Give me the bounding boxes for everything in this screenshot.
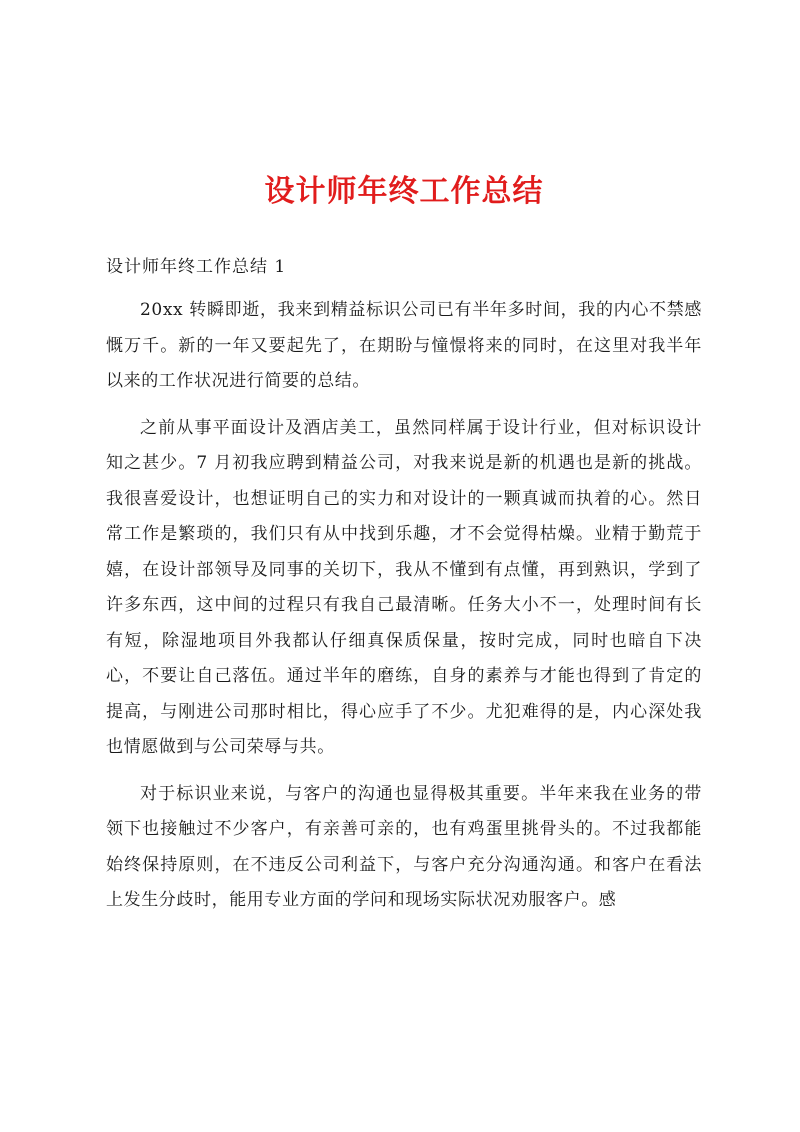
section-heading: 设计师年终工作总结 1 [106, 257, 287, 277]
paragraph-1: 20xx 转瞬即逝，我来到精益标识公司已有半年多时间，我的内心不禁感慨万千。新的一年又要起先了，在期盼与憧憬将来的同时，在这里对我半年以来的工作状况进行简要的总结。 [106, 300, 702, 391]
paragraph-2: 之前从事平面设计及酒店美工，虽然同样属于设计行业，但对标识设计知之甚少。7 月初我应聘到精益公司，对我来说是新的机遇也是新的挑战。我很喜爱设计，也想证明自己的实力和对设计的一颗真诚而执着的心。然日常工作是繁琐的，我们只有从中找到乐趣，才不会觉得枯燥。业精于勤荒于嬉，在设计部领导及同事的关切下，我从不懂到有点懂，再到熟识，学到了许多东西，这中间的过程只有我自己最清晰。任务大小不一，处理时间有长有短，除湿地项目外我都认仔细真保质保量，按时完成，同时也暗自下决心，不要让自己落伍。通过半年的磨练，自身的素养与才能也得到了肯定的提高，与刚进公司那时相比，得心应手了不少。尤犯难得的是，内心深处我也情愿做到与公司荣辱与共。 [106, 417, 702, 757]
paragraph-3: 对于标识业来说，与客户的沟通也显得极其重要。半年来我在业务的带领下也接触过不少客户，有亲善可亲的，也有鸡蛋里挑骨头的。不过我都能始终保持原则，在不违反公司利益下，与客户充分沟通沟通。和客户在看法上发生分歧时，能用专业方面的学问和现场实际状况劝服客户。感 [106, 783, 702, 910]
document-title: 设计师年终工作总结 [264, 174, 544, 209]
